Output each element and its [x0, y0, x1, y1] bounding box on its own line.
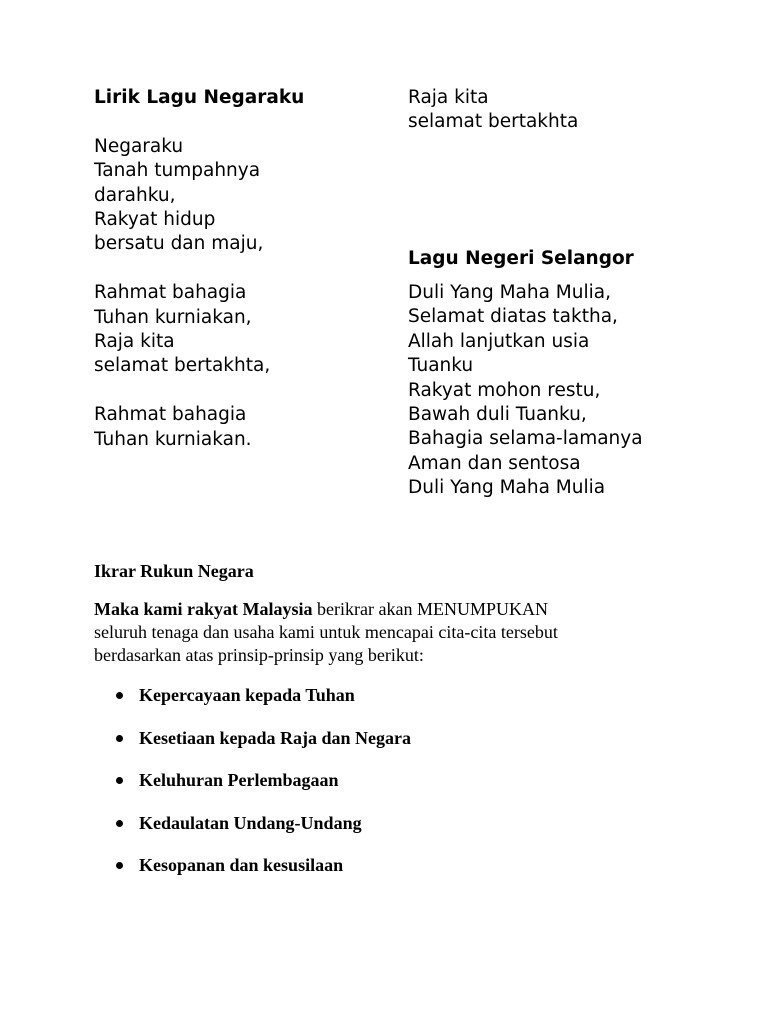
anthem-line: Rakyat hidup [94, 209, 216, 231]
selangor-line: Allah lanjutkan usia [408, 330, 590, 352]
selangor-line: Rakyat mohon restu, [408, 379, 601, 401]
anthem-line: selamat bertakhta, [94, 355, 271, 377]
anthem-line: bersatu dan maju, [94, 233, 264, 255]
selangor-line: Bahagia selama-lamanya [408, 428, 643, 450]
anthem-title: Lirik Lagu Negaraku [94, 87, 305, 108]
principle-text: Keluhuran Perlembagaan [139, 770, 339, 790]
anthem-line: Tuhan kurniakan, [94, 306, 252, 328]
selangor-line: Duli Yang Maha Mulia [408, 477, 606, 499]
anthem-line: Tuhan kurniakan. [94, 428, 252, 450]
bullet-icon [116, 735, 123, 742]
paragraph-line: berdasarkan atas prinsip-prinsip yang berikut: [94, 645, 424, 665]
bullet-icon [116, 862, 123, 869]
anthem-right-column [408, 86, 728, 135]
selangor-lyrics [408, 281, 643, 501]
principles-list [94, 683, 411, 896]
principle-item [94, 811, 411, 854]
rukun-negara-title: Ikrar Rukun Negara [94, 561, 254, 581]
anthem-line: Rahmat bahagia [94, 282, 247, 304]
stanza-gap [94, 379, 394, 403]
principle-text: Kepercayaan kepada Tuhan [139, 685, 355, 705]
selangor-title: Lagu Negeri Selangor [408, 248, 634, 269]
principle-item [94, 726, 411, 769]
stanza-gap [94, 257, 394, 281]
principle-item [94, 683, 411, 726]
anthem-line: Negaraku [94, 135, 184, 157]
principle-text: Kedaulatan Undang-Undang [139, 812, 362, 833]
principle-item [94, 853, 411, 896]
anthem-line: Rahmat bahagia [94, 404, 247, 426]
bullet-icon [116, 777, 123, 784]
anthem-line: Raja kita [408, 87, 489, 108]
rukun-negara-paragraph [94, 598, 694, 667]
selangor-line: Tuanku [408, 355, 474, 377]
selangor-line: Bawah duli Tuanku, [408, 404, 587, 426]
bullet-icon [116, 820, 123, 827]
anthem-line: darahku, [94, 184, 176, 206]
selangor-line: Selamat diatas taktha, [408, 306, 618, 328]
anthem-line: selamat bertakhta [408, 111, 579, 133]
paragraph-line: seluruh tenaga dan usaha kami untuk mencapai cita-cita tersebut [94, 622, 558, 642]
anthem-line: Raja kita [94, 331, 175, 353]
paragraph-text: berikrar akan MENUMPUKAN [312, 599, 548, 619]
principle-text: Kesetiaan kepada Raja dan Negara [139, 727, 412, 748]
anthem-line: Tanah tumpahnya [94, 160, 261, 182]
paragraph-line [94, 598, 694, 621]
principle-item [94, 768, 411, 811]
selangor-line: Aman dan sentosa [408, 452, 581, 474]
paragraph-bold-phrase: Maka kami rakyat Malaysia [94, 599, 313, 619]
principle-text: Kesopanan dan kesusilaan [139, 855, 344, 875]
bullet-icon [116, 692, 123, 699]
anthem-left-column [94, 86, 394, 452]
selangor-line: Duli Yang Maha Mulia, [408, 282, 611, 303]
